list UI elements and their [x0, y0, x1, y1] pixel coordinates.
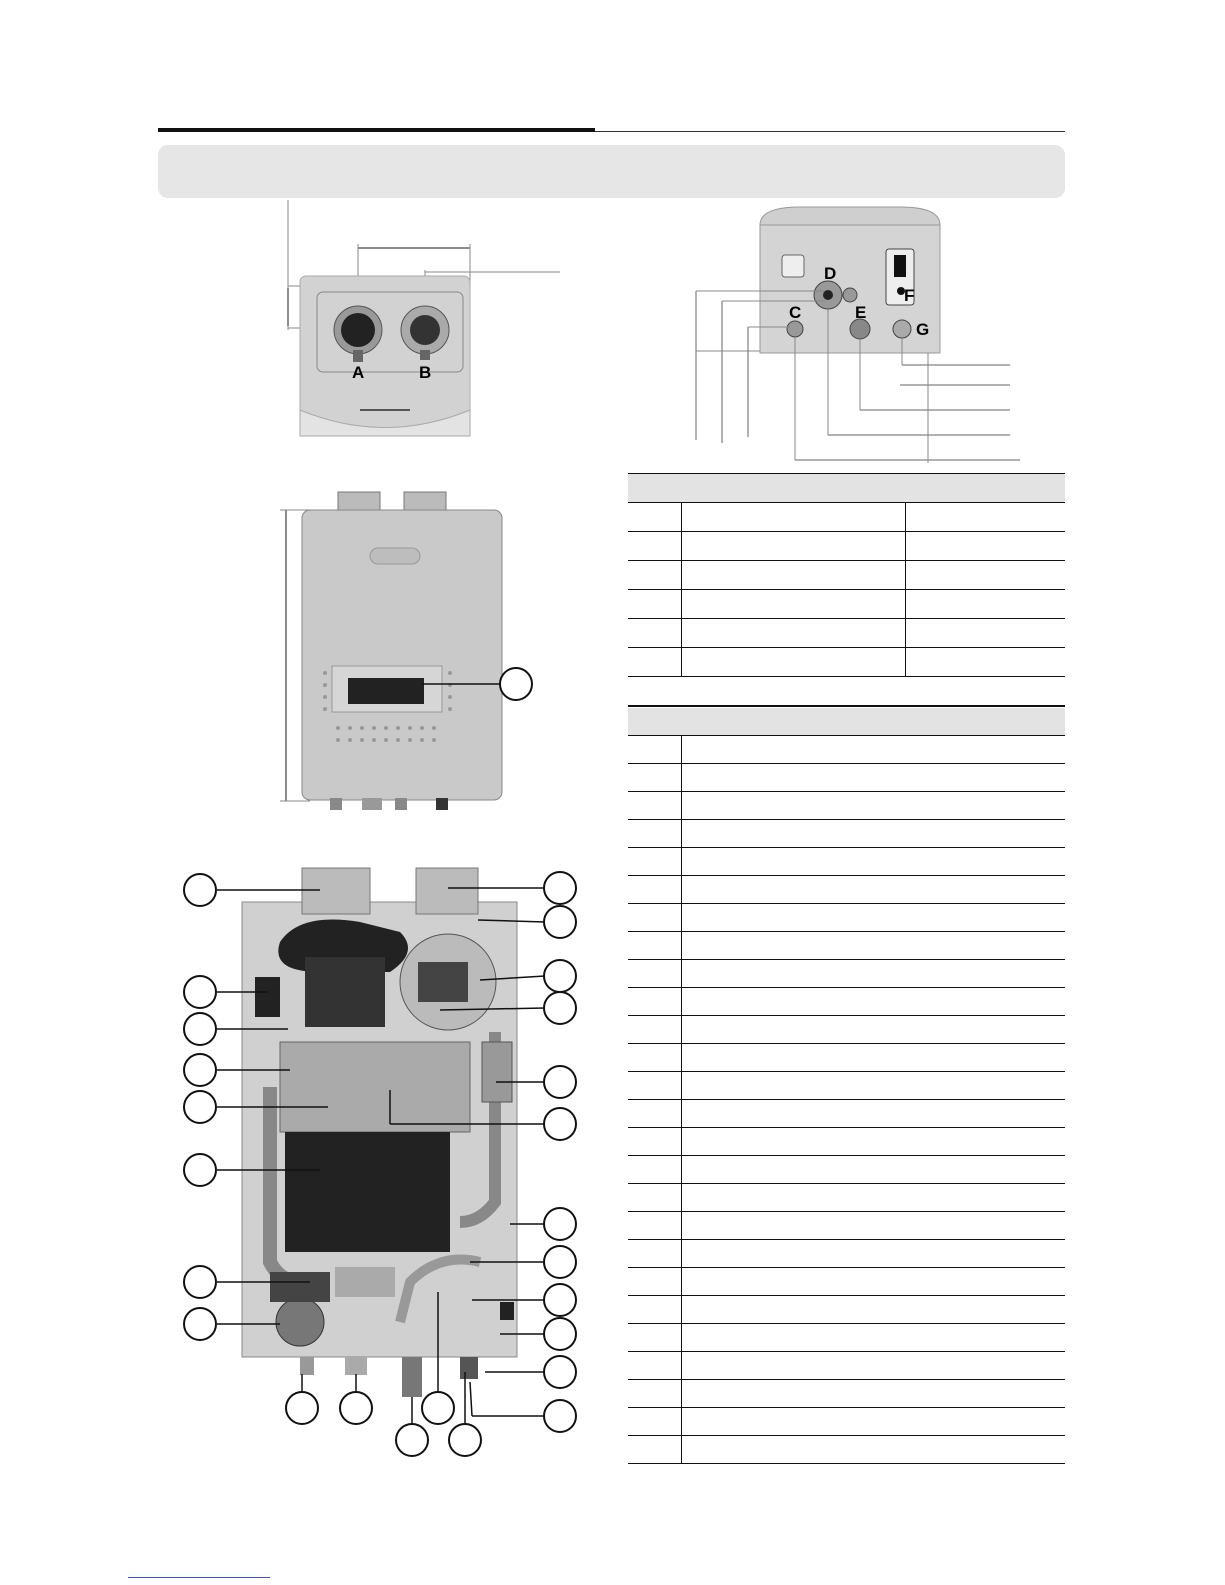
parts-table-cell: [628, 1212, 682, 1239]
connection-table-cell: [628, 590, 682, 618]
label-b: B: [419, 363, 432, 382]
parts-table-cell: [681, 1296, 1065, 1323]
parts-table-cell: [681, 736, 1065, 763]
parts-table-cell: [628, 1324, 682, 1351]
parts-table-cell: [628, 736, 682, 763]
parts-table-cell: [628, 1380, 682, 1407]
connection-table-cell: [905, 648, 1065, 676]
front-view-diagram: [270, 488, 550, 818]
connection-table-cell: [628, 619, 682, 647]
parts-table-row: [628, 1156, 1065, 1184]
connection-table-row: [628, 648, 1065, 677]
parts-table-row: [628, 960, 1065, 988]
parts-table-cell: [628, 1100, 682, 1127]
parts-table-cell: [628, 1016, 682, 1043]
parts-table-cell: [681, 848, 1065, 875]
connection-table-row: [628, 503, 1065, 532]
connection-table-cell: [905, 590, 1065, 618]
parts-table-cell: [628, 1072, 682, 1099]
parts-table-cell: [681, 1212, 1065, 1239]
parts-table-cell: [681, 932, 1065, 959]
label-e: E: [855, 303, 867, 322]
parts-table-row: [628, 1212, 1065, 1240]
parts-table-row: [628, 1016, 1065, 1044]
parts-table-cell: [628, 792, 682, 819]
parts-table-cell: [681, 1016, 1065, 1043]
parts-table-cell: [681, 1100, 1065, 1127]
connection-table-cell: [628, 561, 682, 589]
parts-table-cell: [628, 1408, 682, 1435]
parts-table-cell: [628, 1156, 682, 1183]
parts-table-cell: [628, 1184, 682, 1211]
label-c: C: [789, 303, 802, 322]
parts-table-cell: [681, 1072, 1065, 1099]
label-f: F: [904, 286, 915, 305]
parts-table-cell: [681, 1044, 1065, 1071]
label-a: A: [352, 363, 365, 382]
parts-table-row: [628, 1380, 1065, 1408]
parts-table-cell: [628, 708, 682, 735]
parts-table-row: [628, 1436, 1065, 1464]
parts-table-cell: [681, 960, 1065, 987]
parts-table-cell: [681, 1324, 1065, 1351]
parts-table-row: [628, 708, 1065, 736]
connection-table-cell: [905, 532, 1065, 560]
parts-table-cell: [628, 988, 682, 1015]
parts-table-row: [628, 988, 1065, 1016]
parts-table-cell: [681, 708, 1065, 735]
parts-table-cell: [681, 988, 1065, 1015]
parts-table-cell: [628, 960, 682, 987]
parts-table-cell: [681, 792, 1065, 819]
parts-table-row: [628, 1184, 1065, 1212]
parts-table-cell: [628, 820, 682, 847]
parts-table-cell: [681, 1380, 1065, 1407]
parts-table-cell: [628, 1352, 682, 1379]
section-banner: [158, 145, 1065, 198]
connection-table-cell: [905, 474, 1065, 502]
parts-table-row: [628, 1240, 1065, 1268]
connection-table-row: [628, 474, 1065, 503]
parts-table-cell: [628, 876, 682, 903]
parts-table-cell: [628, 1268, 682, 1295]
connection-table-cell: [905, 561, 1065, 589]
connection-table-row: [628, 561, 1065, 590]
parts-table-cell: [681, 1128, 1065, 1155]
parts-table-cell: [628, 764, 682, 791]
parts-table-row: [628, 1128, 1065, 1156]
parts-table-cell: [681, 1240, 1065, 1267]
parts-table-cell: [681, 820, 1065, 847]
connection-table-cell: [628, 648, 682, 676]
connection-table-cell: [905, 503, 1065, 531]
connection-table-cell: [628, 532, 682, 560]
connection-table-cell: [681, 619, 906, 647]
parts-table-row: [628, 1072, 1065, 1100]
parts-table-cell: [681, 1156, 1065, 1183]
heading-rule-thin: [595, 131, 1065, 132]
parts-table-cell: [628, 1296, 682, 1323]
connection-table-row: [628, 590, 1065, 619]
parts-table-row: [628, 736, 1065, 764]
parts-table-row: [628, 1352, 1065, 1380]
parts-table-cell: [628, 1436, 682, 1463]
connection-table-row: [628, 532, 1065, 561]
parts-table-cell: [681, 1436, 1065, 1463]
parts-table-cell: [628, 1240, 682, 1267]
parts-table-cell: [628, 848, 682, 875]
label-g: G: [916, 320, 930, 339]
parts-table-cell: [628, 904, 682, 931]
parts-table-row: [628, 792, 1065, 820]
parts-table-row: [628, 932, 1065, 960]
parts-table-cell: [681, 1408, 1065, 1435]
top-view-diagram: [270, 200, 570, 440]
parts-table-row: [628, 904, 1065, 932]
parts-table-cell: [681, 764, 1065, 791]
connection-table-cell: [681, 503, 906, 531]
parts-table-row: [628, 1408, 1065, 1436]
connection-table-cell: [681, 532, 906, 560]
parts-table-row: [628, 1324, 1065, 1352]
parts-table-cell: [681, 1268, 1065, 1295]
connection-table-cell: [628, 474, 682, 502]
parts-table-row: [628, 1044, 1065, 1072]
parts-table-cell: [628, 1044, 682, 1071]
parts-table-cell: [681, 1184, 1065, 1211]
label-d: D: [824, 264, 837, 283]
bottom-view-diagram: [690, 205, 1030, 467]
connection-table-cell: [905, 619, 1065, 647]
parts-table-row: [628, 764, 1065, 792]
parts-table-cell: [681, 876, 1065, 903]
connection-table-cell: [681, 590, 906, 618]
internal-view-diagram: [180, 862, 600, 1462]
parts-table-cell: [681, 904, 1065, 931]
parts-table-row: [628, 848, 1065, 876]
connection-table-cell: [681, 474, 906, 502]
connection-table-cell: [681, 561, 906, 589]
heading-rule-thick: [158, 128, 595, 132]
parts-table-row: [628, 1268, 1065, 1296]
parts-table-cell: [628, 932, 682, 959]
parts-table-row: [628, 1100, 1065, 1128]
parts-table-row: [628, 820, 1065, 848]
parts-table-row: [628, 876, 1065, 904]
parts-table-cell: [628, 1128, 682, 1155]
table-divider: [628, 705, 1065, 707]
connection-table-cell: [628, 503, 682, 531]
parts-table-cell: [681, 1352, 1065, 1379]
parts-table-row: [628, 1296, 1065, 1324]
connection-table-cell: [681, 648, 906, 676]
connection-table-row: [628, 619, 1065, 648]
footer-link-underline[interactable]: [128, 1577, 270, 1578]
